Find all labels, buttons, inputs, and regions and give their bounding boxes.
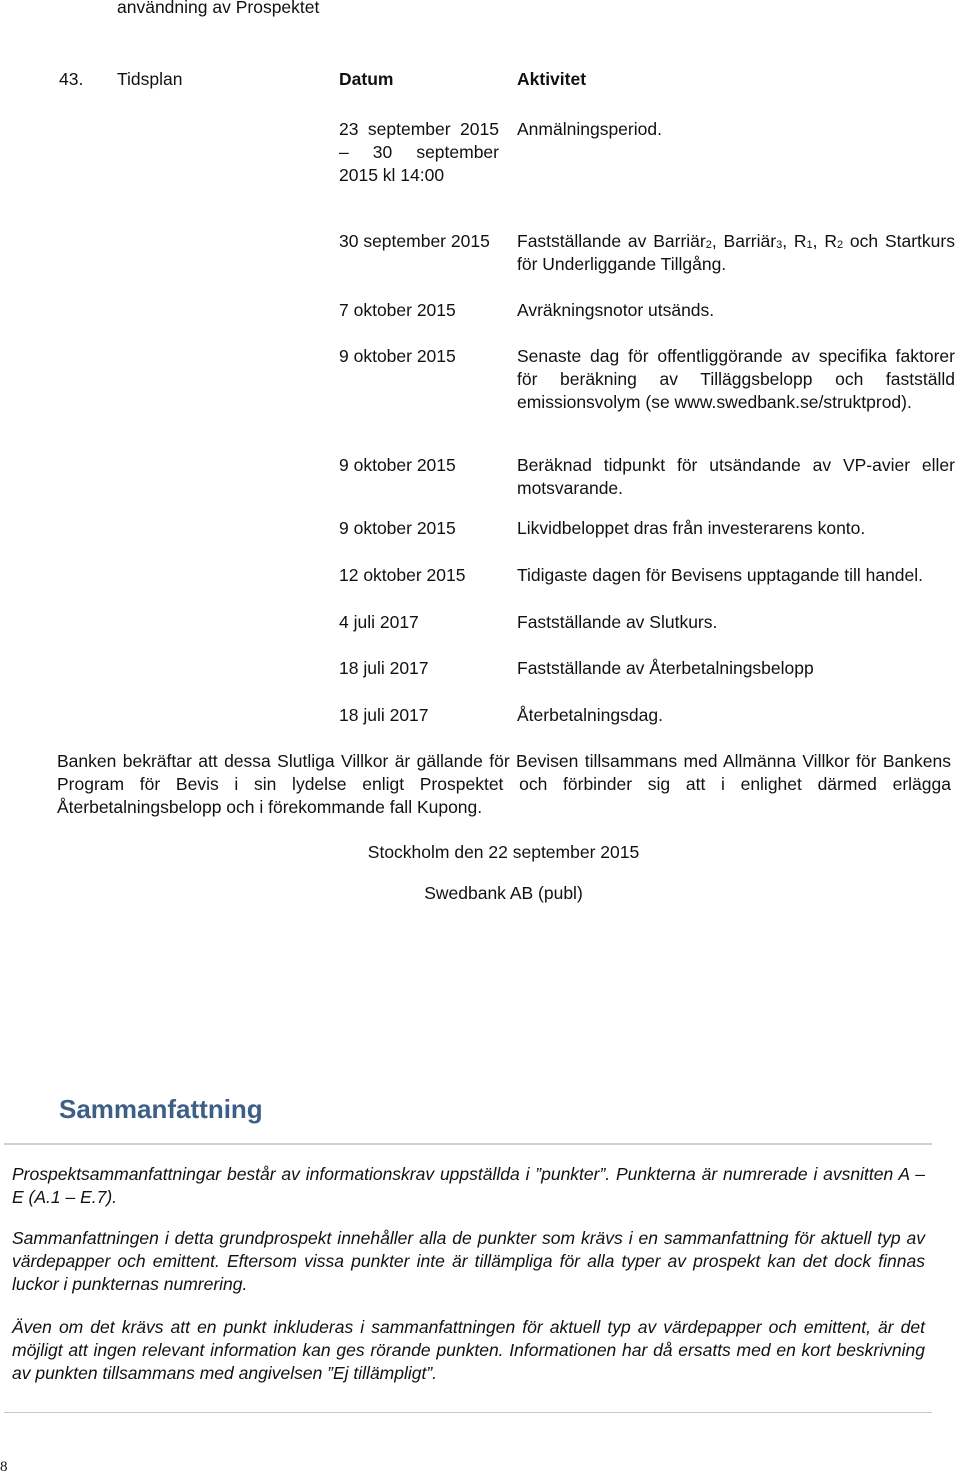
column-header-date: Datum [339, 69, 394, 89]
schedule-activity: Återbetalningsdag. [517, 705, 663, 725]
schedule-date: 9 oktober 2015 [339, 518, 456, 538]
schedule-activity: Avräkningsnotor utsänds. [517, 300, 715, 320]
schedule-activity: Likvidbeloppet dras från investerarens konto. [517, 518, 866, 538]
section-number: 43. [59, 69, 84, 89]
page-number: 8 [0, 1459, 8, 1475]
summary-paragraph: Sammanfattningen i detta grundprospekt innehåller alla de punkter som krävs i en sammanfattning för aktuell typ av värdepapper och emittent. Eftersom vissa punkter inte är tillämpliga för alla typer av prospekt kan det dock finnas luckor i punkternas numrering. [12, 1228, 925, 1294]
schedule-activity: Fastställande av Barriär$_2$, Barriär$_3$, $R_1$, $R_2$ och Startkurs för Underliggande Tillgång. [517, 231, 955, 274]
schedule-date: 23 september 2015 – 30 september 2015 kl 14:00 [339, 119, 499, 185]
schedule-activity: Beräknad tidpunkt för utsändande av VP-avier eller motsvarande. [517, 455, 955, 498]
section-title: Tidsplan [117, 69, 183, 89]
schedule-date: 30 september 2015 [339, 231, 490, 251]
summary-paragraph: Prospektsammanfattningar består av informationskrav uppställda i ”punkter”. Punkterna är numrerade i avsnitten A – E (A.1 – E.7). [12, 1164, 925, 1207]
divider [4, 1412, 932, 1413]
schedule-activity: Senaste dag för offentliggörande av specifika faktorer för beräkning av Tilläggsbelopp och fastställd emissionsvolym (se www.swedbank.se/struktprod). [517, 346, 955, 412]
schedule-date: 9 oktober 2015 [339, 346, 456, 366]
column-header-activity: Aktivitet [517, 69, 587, 89]
schedule-activity: Fastställande av Återbetalningsbelopp [517, 658, 814, 678]
continued-text: användning av Prospektet [117, 0, 320, 17]
summary-paragraph: Även om det krävs att en punkt inkluderas i sammanfattningen för aktuell typ av värdepapper och emittent, är det möjligt att ingen relevant information kan ges rörande punkten. Informationen har då ersatts med en kort beskrivning av punkten tillsammans med angivelsen ”Ej tillämpligt”. [12, 1317, 925, 1383]
schedule-activity: Fastställande av Slutkurs. [517, 612, 718, 632]
schedule-date: 9 oktober 2015 [339, 455, 456, 475]
schedule-activity: Anmälningsperiod. [517, 119, 662, 139]
schedule-activity: Tidigaste dagen för Bevisens upptagande till handel. [517, 565, 924, 585]
schedule-date: 4 juli 2017 [339, 612, 419, 632]
summary-heading: Sammanfattning [59, 1094, 263, 1124]
schedule-date: 18 juli 2017 [339, 658, 429, 678]
confirmation-paragraph: Banken bekräftar att dessa Slutliga Villkor är gällande för Bevisen tillsammans med Allmänna Villkor för Bankens Program för Bevis i sin lydelse enligt Prospektet och förbinder sig att i enlighet därmed erlägga Återbetalningsbelopp och i förekommande fall Kupong. [57, 751, 951, 817]
divider [4, 1143, 932, 1145]
place-and-date: Stockholm den 22 september 2015 [367, 842, 640, 862]
signatory: Swedbank AB (publ) [424, 883, 583, 903]
schedule-date: 12 oktober 2015 [339, 565, 466, 585]
schedule-date: 7 oktober 2015 [339, 300, 456, 320]
schedule-date: 18 juli 2017 [339, 705, 429, 725]
